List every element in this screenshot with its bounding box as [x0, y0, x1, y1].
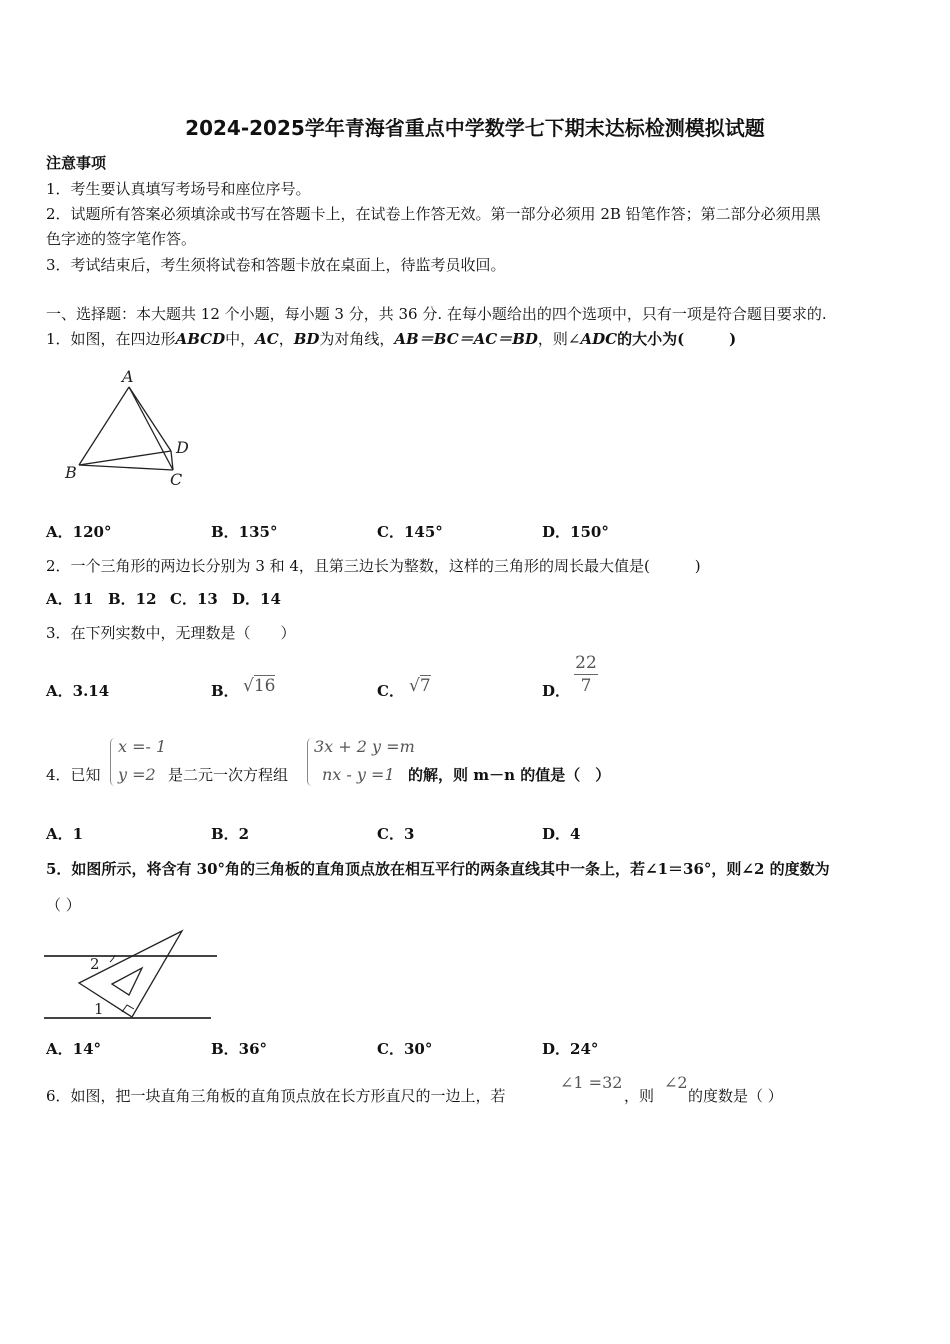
- notes-heading: 注意事项: [46, 154, 107, 172]
- option-c: C．30°: [377, 1040, 433, 1058]
- question-4-middle: 是二元一次方程组: [168, 766, 289, 784]
- notes-item: 2．试题所有答案必须填涂或书写在答题卡上，在试卷上作答无效。第一部分必须用 2B 铅笔作答；第二部分必须用黑: [46, 205, 821, 223]
- question-2-stem: 2．一个三角形的两边长分别为 3 和 4，且第三边长为整数，这样的三角形的周长最大值是( ): [46, 557, 701, 575]
- option-a: A．14°: [46, 1040, 102, 1058]
- sqrt-16: √16: [243, 676, 276, 696]
- option-a: A．3.14: [46, 682, 110, 700]
- option-a: A．11: [46, 590, 94, 608]
- question-6-suffix: 的度数是（ ）: [688, 1087, 783, 1105]
- option-c: C．: [377, 682, 404, 700]
- question-4-suffix: 的解，则 m－n 的值是（ ）: [408, 766, 611, 784]
- option-b: B．12: [108, 590, 157, 608]
- option-b: B．2: [211, 825, 250, 843]
- option-c: C．13: [170, 590, 218, 608]
- notes-item: 3．考试结束后，考生须将试卷和答题卡放在桌面上，待监考员收回。: [46, 256, 506, 274]
- brace-1: [110, 738, 115, 786]
- vertex-label-b: B: [65, 463, 77, 482]
- question-1-stem: 1．如图，在四边形ABCD中，AC，BD为对角线，AB＝BC＝AC＝BD，则∠ADC的大小为( ): [46, 330, 737, 348]
- question-4-prefix: 4．已知: [46, 766, 101, 784]
- notes-item: 1．考生要认真填写考场号和座位序号。: [46, 180, 311, 198]
- option-c: C．145°: [377, 523, 443, 541]
- brace-2: [307, 738, 312, 786]
- option-c: C．3: [377, 825, 415, 843]
- notes-item: 色字迹的签字笔作答。: [46, 230, 197, 248]
- option-b: B．: [211, 682, 239, 700]
- option-a: A．1: [46, 825, 84, 843]
- fraction-22-7: 22 7: [575, 653, 597, 696]
- angle-2-expression: ∠2: [664, 1073, 688, 1092]
- question-5-figure: [44, 925, 219, 1025]
- system-2-eq1: 3x + 2 y =m: [314, 737, 415, 756]
- sqrt-7: √7: [409, 676, 431, 696]
- system-1-eq2: y =2: [118, 765, 156, 784]
- option-b: B．135°: [211, 523, 278, 541]
- angle-label-1: 1: [94, 1000, 104, 1018]
- section-heading: 一、选择题：本大题共 12 个小题，每小题 3 分，共 36 分. 在每小题给出的四个选项中，只有一项是符合题目要求的.: [46, 305, 827, 323]
- question-6-prefix: 6．如图，把一块直角三角板的直角顶点放在长方形直尺的一边上，若: [46, 1087, 506, 1105]
- vertex-label-c: C: [170, 470, 183, 489]
- question-3-stem: 3．在下列实数中，无理数是（ ）: [46, 624, 296, 642]
- system-2-eq2: nx - y =1: [322, 765, 395, 784]
- option-d: D．150°: [542, 523, 609, 541]
- option-d: D．24°: [542, 1040, 599, 1058]
- angle-1-expression: ∠1 =32: [560, 1073, 623, 1092]
- angle-label-2: 2: [90, 955, 100, 973]
- option-d: D．4: [542, 825, 581, 843]
- question-5-stem: 5．如图所示，将含有 30°角的三角板的直角顶点放在相互平行的两条直线其中一条上，若∠1＝36°，则∠2 的度数为: [46, 860, 830, 878]
- question-1-figure: [60, 365, 200, 495]
- option-d: D．14: [232, 590, 281, 608]
- question-6-middle: ，则: [624, 1087, 655, 1105]
- vertex-label-a: A: [122, 367, 134, 386]
- vertex-label-d: D: [176, 438, 189, 457]
- option-b: B．36°: [211, 1040, 268, 1058]
- option-d: D．: [542, 682, 571, 700]
- system-1-eq1: x =- 1: [118, 737, 167, 756]
- option-a: A．120°: [46, 523, 112, 541]
- page-title: 2024-2025学年青海省重点中学数学七下期末达标检测模拟试题: [185, 116, 765, 140]
- question-5-paren: （ ）: [46, 896, 81, 914]
